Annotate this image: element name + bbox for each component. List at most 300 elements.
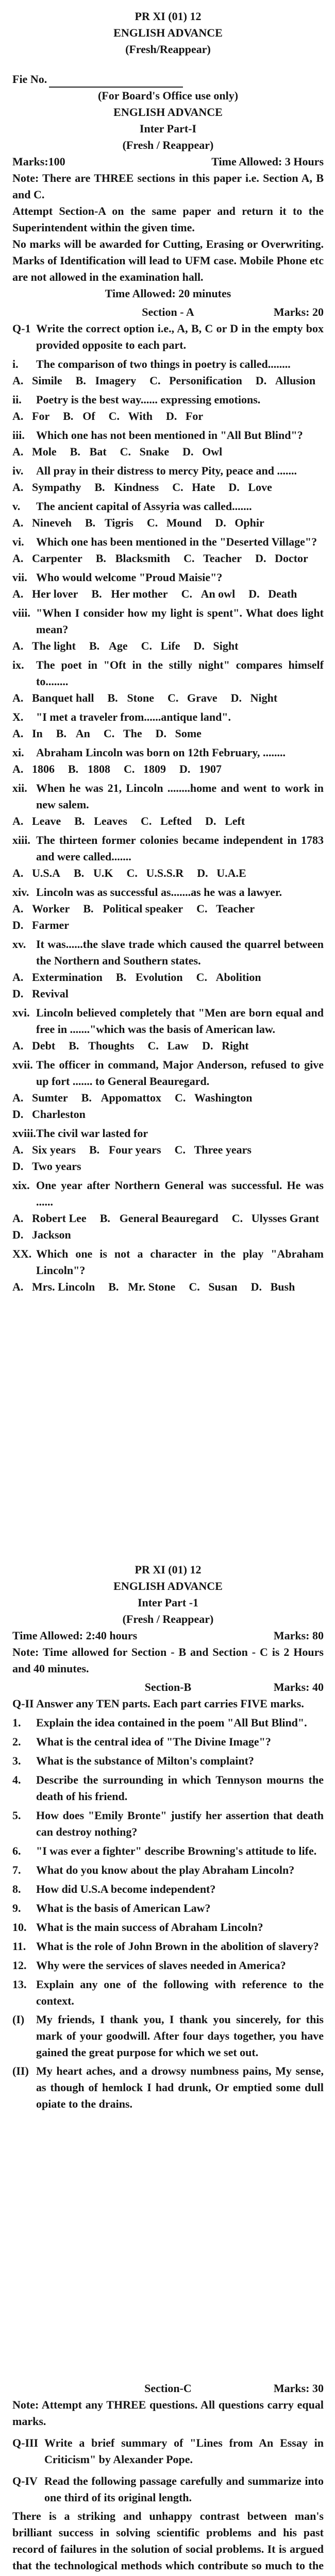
option-text: Carpenter — [32, 552, 82, 565]
option-a — [12, 479, 81, 496]
option-text: Teacher — [203, 552, 242, 565]
option-letter: A. — [12, 374, 24, 387]
option-c — [148, 1038, 189, 1054]
option-text: Stone — [127, 691, 154, 704]
option-letter: D. — [12, 1160, 24, 1173]
option-d — [251, 1279, 295, 1295]
option-c — [183, 550, 242, 567]
question-row — [12, 709, 324, 725]
question-text: The officer in command, Major Anderson, refused to give up fort ....... to General Beauregard. — [36, 1058, 324, 1088]
options-list — [12, 865, 324, 882]
subjective-part: Inter Part -1 — [137, 1596, 199, 1609]
q1-label: Q-1 — [12, 322, 31, 335]
option-d — [194, 638, 239, 654]
options-list — [12, 479, 324, 496]
short-question — [12, 1957, 324, 1974]
option-c — [147, 515, 202, 531]
option-text: Ophir — [234, 516, 264, 529]
option-letter: C. — [175, 1091, 186, 1104]
option-letter: B. — [56, 727, 66, 740]
question-text: Describe the surrounding in which Tennyson mourns the death of his friend. — [36, 1773, 324, 1803]
mcq-item — [12, 534, 324, 567]
question-number: xii. — [12, 782, 27, 794]
option-letter: B. — [85, 516, 96, 529]
objective-session: (Fresh / Reappear) — [122, 139, 214, 151]
mcq-item — [12, 709, 324, 742]
option-letter: D. — [230, 691, 242, 704]
question-number: xvii. — [12, 1058, 33, 1071]
option-c — [141, 638, 180, 654]
option-text: Kindness — [114, 481, 159, 494]
option-c — [196, 901, 255, 917]
option-text: U.K — [93, 867, 113, 879]
subjective-time: Time Allowed: 2:40 hours — [12, 1629, 138, 1642]
option-letter: A. — [12, 639, 24, 652]
short-question — [12, 1976, 324, 2009]
option-letter: B. — [94, 481, 105, 494]
question-number: X. — [12, 710, 24, 723]
office-use-label: (For Board's Office use only) — [97, 89, 239, 102]
question-text: Read the following passage carefully and summarize into one third of its original length. — [44, 2475, 324, 2504]
option-text: General Beauregard — [119, 1212, 219, 1225]
question-text: The ancient capital of Assyria was called....... — [36, 500, 252, 513]
option-c — [124, 761, 166, 777]
option-d — [12, 917, 69, 934]
option-text: Ulysses Grant — [251, 1212, 320, 1225]
option-b — [81, 1090, 161, 1106]
option-letter: C. — [196, 971, 207, 984]
mcq-item — [12, 657, 324, 706]
options-list — [12, 586, 324, 602]
option-c — [175, 1142, 252, 1158]
option-letter: B. — [107, 691, 118, 704]
option-a — [12, 813, 61, 829]
marks-time-line — [12, 154, 324, 170]
option-text: Of — [82, 410, 95, 422]
option-text: Grave — [187, 691, 217, 704]
section-c-heading — [12, 2380, 324, 2397]
question-text: What is the central idea of "The Divine Image"? — [36, 1735, 271, 1748]
option-a — [12, 444, 57, 460]
option-b — [107, 690, 154, 706]
objective-part: Inter Part-I — [139, 122, 197, 135]
question-number: 7. — [12, 1863, 21, 1876]
option-letter: A. — [12, 815, 24, 827]
question-row — [12, 657, 324, 690]
option-a — [12, 1279, 95, 1295]
option-text: Evolution — [135, 971, 183, 984]
question-row — [12, 1177, 324, 1210]
section-b-heading — [12, 1679, 324, 1696]
short-question — [12, 1900, 324, 1917]
option-text: Mr. Stone — [128, 1280, 176, 1293]
option-text: U.S.A — [32, 867, 61, 879]
mcq-item — [12, 1005, 324, 1054]
reference-extract — [12, 2063, 324, 2112]
short-question — [12, 1938, 324, 1955]
option-text: Mole — [32, 445, 57, 458]
option-letter: B. — [89, 639, 100, 652]
question-text: The comparison of two things in poetry is called........ — [36, 358, 291, 370]
option-d — [12, 1106, 86, 1123]
option-letter: C. — [231, 1212, 243, 1225]
option-letter: D. — [155, 727, 166, 740]
option-letter: C. — [108, 410, 120, 422]
option-a — [12, 515, 72, 531]
options-list — [12, 725, 324, 742]
option-b — [63, 408, 95, 425]
subjective-session: (Fresh / Reappear) — [122, 1612, 214, 1625]
option-a — [12, 638, 76, 654]
question-text: Which one is not a character in the play "Abraham Lincoln"? — [36, 1247, 324, 1277]
q2-text: Answer any TEN parts. Each part carries FIVE marks. — [36, 1697, 304, 1710]
options-list — [12, 813, 324, 829]
mcq-item — [12, 392, 324, 425]
short-question-list — [12, 1715, 324, 2009]
question-number: ix. — [12, 658, 24, 671]
option-letter: B. — [63, 410, 74, 422]
question-row — [12, 832, 324, 865]
question-text: The poet in "Oft in the stilly night" compares himself to........ — [36, 658, 324, 688]
section-a-marks: Marks: 20 — [273, 306, 324, 318]
option-a — [12, 1038, 55, 1054]
question-row — [12, 1005, 324, 1038]
ufm-warning: No marks will be awarded for Cutting, Erasing or Overwriting. Marks of Identification will lead to UFM case. Mobile Phone etc are not allowed in the examination hall. — [12, 238, 324, 283]
option-b — [85, 515, 133, 531]
question-number: XX. — [12, 1247, 32, 1260]
options-list — [12, 408, 324, 425]
mcq-item — [12, 1246, 324, 1295]
question-number: xiv. — [12, 886, 29, 899]
option-d — [166, 408, 203, 425]
option-text: 1809 — [143, 762, 166, 775]
options-list — [12, 550, 324, 567]
long-question-list — [12, 2435, 324, 2576]
option-letter: C. — [120, 445, 131, 458]
objective-paper — [12, 8, 324, 1295]
option-text: Hate — [192, 481, 215, 494]
option-letter: A. — [12, 1143, 24, 1156]
option-letter: B. — [83, 902, 94, 915]
option-letter: D. — [12, 1108, 24, 1121]
option-d — [215, 515, 264, 531]
option-a — [12, 372, 62, 389]
question-row — [12, 356, 324, 372]
subjective-time-marks — [12, 1628, 324, 1644]
total-time: Time Allowed: 3 Hours — [211, 155, 324, 168]
option-text: Thoughts — [88, 1039, 135, 1052]
file-number-blank — [49, 74, 183, 88]
option-c — [232, 1210, 319, 1227]
option-c — [167, 690, 217, 706]
question-row — [12, 2435, 324, 2468]
option-letter: A. — [12, 727, 24, 740]
option-text: Doctor — [275, 552, 308, 565]
option-a — [12, 586, 78, 602]
question-number: xv. — [12, 938, 26, 951]
extract-text: My heart aches, and a drowsy numbness pains, My sense, as though of hemlock I had drunk, Or emptied some dull opiate to the drains. — [36, 2064, 324, 2110]
question-number: 3. — [12, 1754, 21, 1767]
mcq-item — [12, 427, 324, 460]
option-text: Snake — [139, 445, 170, 458]
option-letter: C. — [141, 639, 153, 652]
option-b — [94, 479, 159, 496]
option-text: U.S.S.R — [146, 867, 184, 879]
option-d — [182, 444, 222, 460]
question-number: vii. — [12, 571, 27, 584]
question-text: What do you know about the play Abraham Lincoln? — [36, 1863, 295, 1876]
option-letter: D. — [193, 639, 205, 652]
option-a — [12, 1090, 68, 1106]
question-number: vi. — [12, 535, 24, 548]
question-row — [12, 534, 324, 550]
question-row — [12, 392, 324, 408]
option-letter: D. — [205, 815, 216, 827]
option-letter: C. — [172, 481, 183, 494]
option-letter: B. — [89, 1143, 100, 1156]
option-letter: D. — [255, 552, 266, 565]
option-c — [172, 479, 215, 496]
question-text: "I was ever a fighter" describe Browning's attitude to life. — [36, 1844, 317, 1857]
option-text: For — [32, 410, 50, 422]
option-d — [197, 865, 246, 882]
option-a — [12, 969, 103, 986]
option-text: Nineveh — [32, 516, 72, 529]
q2-label: Q-II — [12, 1697, 34, 1710]
question-text: How did U.S.A become independent? — [36, 1882, 216, 1895]
option-letter: C. — [181, 587, 192, 600]
file-number-label: Fie No. — [12, 73, 47, 86]
section-a-heading — [12, 304, 324, 320]
option-text: Sympathy — [32, 481, 81, 494]
question-text: Explain the idea contained in the poem "All But Blind". — [36, 1716, 307, 1729]
paper-session: (Fresh/Reappear) — [125, 43, 211, 56]
option-letter: B. — [99, 1212, 110, 1225]
question-text: When he was 21, Lincoln ........home and went to work in new salem. — [36, 782, 324, 811]
option-letter: B. — [108, 1280, 119, 1293]
option-text: Tigris — [105, 516, 133, 529]
question-row — [12, 1057, 324, 1090]
option-b — [108, 1279, 175, 1295]
subjective-code: PR XI (01) 12 — [135, 1563, 202, 1576]
option-letter: B. — [115, 971, 127, 984]
option-letter: D. — [248, 587, 260, 600]
option-letter: C. — [103, 727, 115, 740]
question-text: Explain any one of the following with reference to the context. — [36, 1977, 324, 2007]
question-number: Q-III — [12, 2436, 39, 2449]
option-c — [149, 372, 242, 389]
option-text: Worker — [32, 902, 70, 915]
mcq-item — [12, 605, 324, 654]
mcq-item — [12, 356, 324, 389]
option-text: Simile — [32, 374, 62, 387]
option-text: Law — [167, 1039, 189, 1052]
mcq-item — [12, 832, 324, 882]
question-number: i. — [12, 358, 19, 370]
total-marks: Marks:100 — [12, 155, 65, 168]
question-number: 11. — [12, 1939, 26, 1953]
option-letter: A. — [12, 867, 24, 879]
option-b — [89, 638, 128, 654]
option-a — [12, 865, 60, 882]
option-letter: C. — [174, 1143, 186, 1156]
question-number: 10. — [12, 1920, 27, 1934]
option-c — [104, 725, 142, 742]
question-text: The thirteen former colonies became independent in 1783 and were called....... — [36, 834, 324, 863]
option-a — [12, 408, 49, 425]
option-text: Leave — [32, 815, 61, 827]
option-text: Life — [160, 639, 180, 652]
question-text: Abraham Lincoln was born on 12th February, ........ — [36, 746, 286, 759]
section-b-title: Section-B — [144, 1680, 192, 1693]
short-question — [12, 1862, 324, 1878]
option-letter: A. — [12, 587, 24, 600]
option-letter: B. — [74, 815, 85, 827]
option-d — [179, 761, 222, 777]
option-a — [12, 1142, 76, 1158]
question-text: The civil war lasted for — [36, 1127, 148, 1140]
option-text: Washington — [194, 1091, 253, 1104]
section-c-title: Section-C — [144, 2382, 192, 2395]
option-text: Banquet hall — [32, 691, 94, 704]
question-text: Lincoln was as successful as.......as he was a lawyer. — [36, 886, 282, 899]
long-question — [12, 2473, 324, 2576]
option-a — [12, 690, 94, 706]
option-d — [156, 725, 202, 742]
option-letter: C. — [146, 516, 158, 529]
option-text: Some — [175, 727, 202, 740]
question-number: xviii. — [12, 1127, 36, 1140]
option-letter: D. — [182, 445, 194, 458]
options-list — [12, 372, 324, 389]
mcq-item — [12, 569, 324, 602]
section-c — [12, 2378, 324, 2576]
options-list — [12, 1142, 324, 1175]
section-a-instruction: Attempt Section-A on the same paper and return it to the Superintendent within the given time. — [12, 205, 324, 234]
option-b — [96, 550, 170, 567]
option-letter: B. — [95, 552, 106, 565]
question-row — [12, 498, 324, 515]
option-letter: B. — [81, 1091, 92, 1104]
option-text: Teacher — [216, 902, 255, 915]
options-list — [12, 1090, 324, 1123]
question-text: What is the substance of Milton's complaint? — [36, 1754, 254, 1767]
question-row — [12, 744, 324, 761]
option-letter: D. — [12, 987, 24, 1000]
question-row — [12, 1246, 324, 1279]
question-text: What is the basis of American Law? — [36, 1901, 211, 1914]
question-row — [12, 884, 324, 901]
option-letter: B. — [74, 867, 85, 879]
option-text: Night — [250, 691, 278, 704]
reference-extract — [12, 2011, 324, 2061]
section-b-marks: Marks: 40 — [273, 1680, 324, 1693]
option-text: Charleston — [32, 1108, 86, 1121]
option-b — [69, 1038, 134, 1054]
option-c — [141, 813, 192, 829]
q1-text: Write the correct option i.e., A, B, C or D in the empty box provided opposite to each part. — [36, 322, 324, 351]
option-d — [248, 586, 297, 602]
option-letter: B. — [91, 587, 102, 600]
options-list — [12, 761, 324, 777]
option-text: An owl — [200, 587, 236, 600]
option-text: 1808 — [88, 762, 110, 775]
option-text: Debt — [32, 1039, 56, 1052]
option-letter: A. — [12, 445, 24, 458]
option-letter: C. — [183, 552, 195, 565]
option-letter: B. — [70, 445, 80, 458]
options-list — [12, 901, 324, 934]
option-letter: A. — [12, 481, 24, 494]
passage-text: There is a striking and unhappy contrast between man's brilliant success in solving scientific problems and his past record of failures in the solution of social problems. It is argued that the technological methods which contribute so much to the — [12, 2510, 324, 2572]
section-c-marks: Marks: 30 — [273, 2382, 324, 2395]
option-text: Revival — [32, 987, 69, 1000]
option-letter: C. — [126, 867, 138, 879]
option-text: For — [185, 410, 204, 422]
question-number: xiii. — [12, 834, 30, 846]
option-text: Bat — [89, 445, 107, 458]
option-b — [68, 761, 110, 777]
question-number: 12. — [12, 1958, 27, 1972]
reference-extracts — [12, 2011, 324, 2112]
option-b — [70, 444, 107, 460]
option-letter: D. — [179, 762, 191, 775]
short-question — [12, 1753, 324, 1769]
option-d — [12, 986, 69, 1002]
mcq-item — [12, 744, 324, 777]
question-number: iv. — [12, 464, 24, 477]
option-text: With — [128, 410, 153, 422]
option-c — [127, 865, 184, 882]
question-text: Which one has not been mentioned in "All But Blind"? — [36, 429, 303, 442]
short-question — [12, 1772, 324, 1805]
option-text: Bush — [270, 1280, 295, 1293]
option-letter: B. — [68, 762, 79, 775]
question-number: xvi. — [12, 1006, 30, 1019]
objective-subject: ENGLISH ADVANCE — [113, 106, 223, 118]
question-text: Why were the services of slaves needed in America? — [36, 1958, 286, 1972]
question-text: How does "Emily Bronte" justify her assertion that death can destroy nothing? — [36, 1808, 324, 1838]
option-text: U.A.E — [216, 867, 246, 879]
question-number: Q-IV — [12, 2475, 38, 2487]
mcq-item — [12, 936, 324, 1002]
option-d — [205, 813, 245, 829]
option-text: Age — [108, 639, 128, 652]
question-text: All pray in their distress to mercy Pity, peace and ....... — [36, 464, 297, 477]
option-letter: A. — [12, 691, 24, 704]
option-text: 1907 — [199, 762, 222, 775]
subjective-paper — [12, 1562, 324, 2112]
option-a — [12, 725, 43, 742]
option-b — [74, 813, 127, 829]
question-number: 2. — [12, 1735, 21, 1748]
mcq-item — [12, 1177, 324, 1243]
option-text: An — [75, 727, 90, 740]
option-text: Three years — [194, 1143, 252, 1156]
mcq-list — [12, 356, 324, 1295]
option-text: Mrs. Lincoln — [32, 1280, 95, 1293]
question-text: Which one has been mentioned in the "Deserted Village"? — [36, 535, 317, 548]
question-number: 6. — [12, 1844, 21, 1857]
question-number: 4. — [12, 1773, 21, 1786]
option-b — [116, 969, 183, 986]
question-text: Poetry is the best way...... expressing emotions. — [36, 393, 261, 406]
option-letter: D. — [165, 410, 177, 422]
option-letter: C. — [189, 1280, 200, 1293]
option-letter: A. — [12, 552, 24, 565]
option-letter: B. — [75, 374, 86, 387]
option-letter: C. — [196, 902, 208, 915]
